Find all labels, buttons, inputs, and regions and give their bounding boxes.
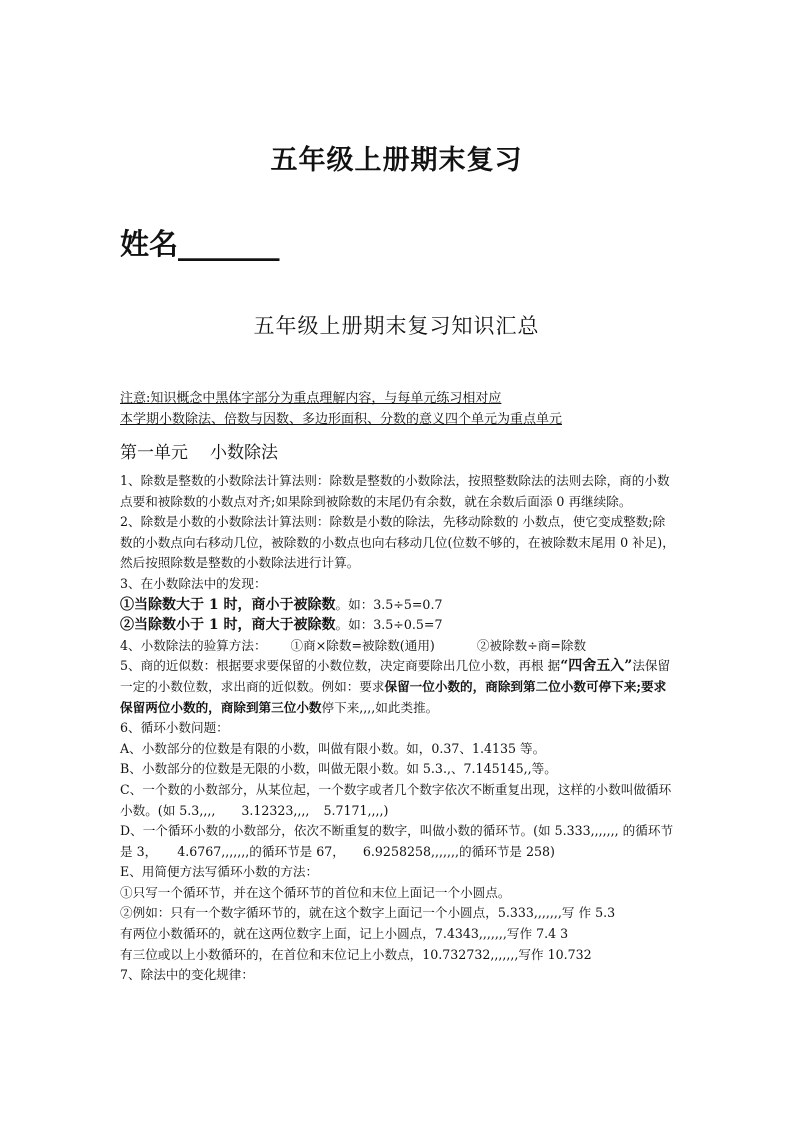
paragraph-E2: ②例如：只有一个数字循环节的，就在这个数字上面记一个小圆点，5.333,,,,,,,写 作 5.3 [120,905,616,921]
paragraph-E3: 有两位小数循环的，就在这两位数字上面，记上小圆点，7.4343,,,,,,,写作 7.4 3 [120,926,569,942]
paragraph-3: 3、在小数除法中的发现： [120,575,267,591]
paragraph-E4: 有三位或以上小数循环的，在首位和末位记上小数点，10.732732,,,,,,,写作 10.732 [120,946,592,962]
document-subtitle: 五年级上册期末复习知识汇总 [253,314,540,338]
text-run: 5、商的近似数：根据要求要保留的小数位数，决定商要除出几位小数，再根 据 [120,658,561,674]
paragraph-7: 7、除法中的变化规律： [120,967,254,983]
bold-term: “四舍五入” [560,658,633,675]
paragraph-6: 6、循环小数问题： [120,720,229,736]
note-line: 注意:知识概念中黑体字部分为重点理解内容，与每单元练习相对应 [120,391,502,406]
paragraph-E: E、用简便方法写循环小数的方法： [120,864,319,880]
paragraph-5 [120,656,676,718]
unit-name: 小数除法 [210,443,278,463]
text-run: 3.12323,,,, [241,802,310,818]
note-line: 本学期小数除法、倍数与因数、多边形面积、分数的意义四个单元为重点单元 [120,412,563,427]
document-title: 五年级上册期末复习 [270,145,523,176]
text-run: D、一个循环小数的小数部分，依次不断重复的数字，叫做小数的循环节。(如 5.333,,,,,,, 的循环节是 3， [120,823,674,859]
bold-rule: ①当除数大于 1 时，商小于被除数 [120,596,336,613]
unit-heading [120,438,278,463]
text-run: 停下来,,,,如此类推。 [321,699,439,715]
paragraph-3a [120,595,676,616]
example-text: 。如：3.5÷0.5=7 [335,617,443,633]
bold-rule: ②当除数小于 1 时，商大于被除数 [120,617,336,634]
paragraph-D [120,821,676,862]
text-run: 6.9258258,,,,,,,的循环节是 258) [362,843,555,859]
text-run: 法保留一定的小数位数，求出商的近似数。例如：要求 [120,658,671,694]
paragraph-1: 1、除数是整数的小数除法计算法则：除数是整数的小数除法，按照整数除法的法则去除，商的小数点要和被除数的小数点对齐;如果除到被除数的末尾仍有余数，就在余数后面添 0 再继续除。 [120,473,670,509]
paragraph-C [120,780,676,821]
paragraph-B: B、小数部分的位数是无限的小数，叫做无限小数。如 5.3.,、7.145145,,等。 [120,761,557,777]
text-run: C、一个数的小数部分，从某位起，一个数字或者几个数字依次不断重复出现，这样的小数叫做循环小数。(如 5.3,,,, [120,781,672,818]
text-run: 4.6767,,,,,,,的循环节是 67， [177,843,345,859]
name-field-label: 姓名_______ [120,227,280,261]
verify-label: 4、小数除法的验算方法： [120,637,267,653]
paragraph-3b [120,615,676,636]
verify-method-2: ②被除数÷商=除数 [476,637,587,653]
paragraph-A: A、小数部分的位数是有限的小数，叫做有限小数。如，0.37、1.4135 等。 [120,740,546,756]
verify-method-1: ①商×除数=被除数(通用) [290,637,435,653]
paragraph-E1: ①只写一个循环节，并在这个循环节的首位和末位上面记一个小圆点。 [120,884,511,900]
bold-rule: 保留一位小数的，商除到第二位小数可停下来;要求保留两位小数的，商除到第三位小数 [120,678,667,715]
paragraph-2: 2、除数是小数的小数除法计算法则：除数是小数的除法，先移动除数的 小数点，使它变成整数;除数的小数点向右移动几位，被除数的小数点也向右移动几位(位数不够的，在被除数末尾用 0 补足)，然后按照除数是整数的小数除法进行计算。 [120,514,675,571]
paragraph-4 [120,636,676,657]
example-text: 。如：3.5÷5=0.7 [335,596,443,612]
unit-number: 第一单元 [120,443,188,463]
document-body [120,471,676,986]
text-run: 5.7171,,,,) [323,802,389,818]
